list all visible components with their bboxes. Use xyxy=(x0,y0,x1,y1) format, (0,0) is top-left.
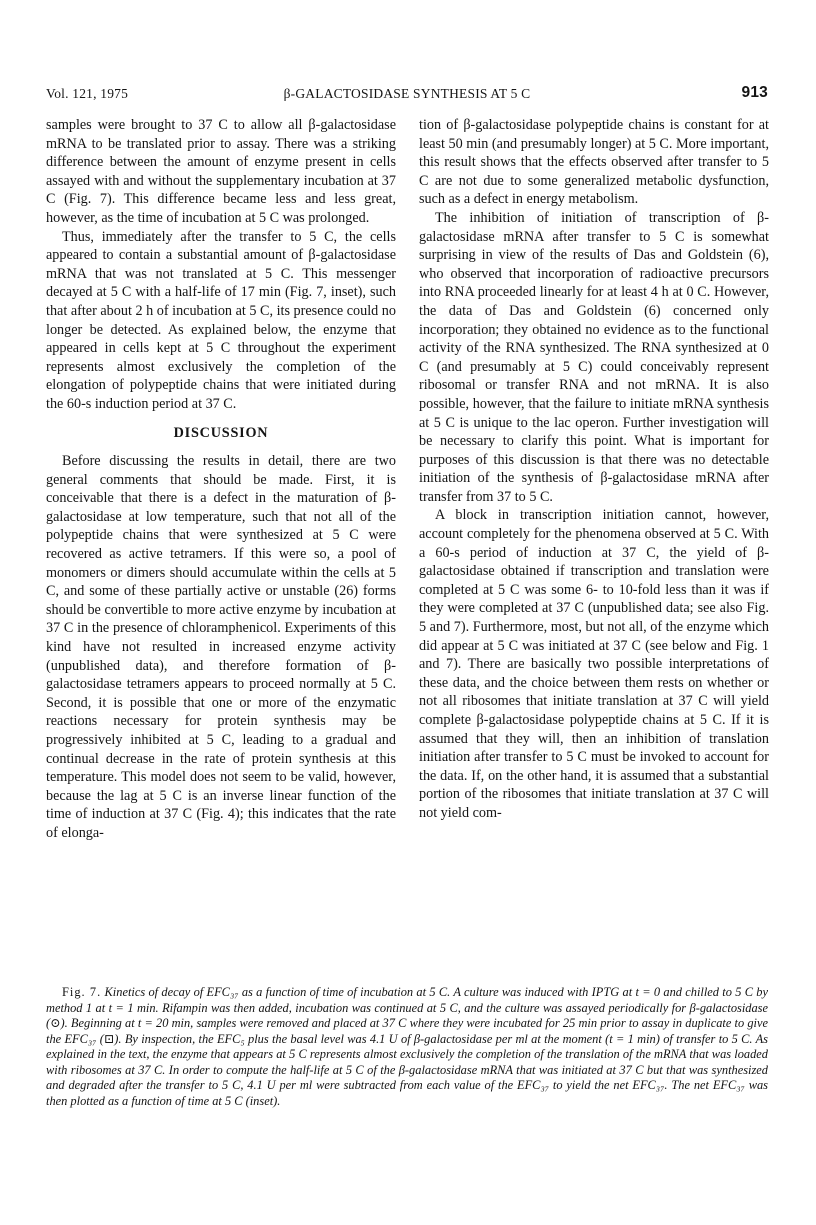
section-heading: DISCUSSION xyxy=(173,424,269,441)
paragraph: A block in transcription initiation cannot, however, account completely for the phenomena observed at 5 C. With a 60-s period of induction at 37 C, the yield of β-galactosidase obtained if transcription and translation were completed at 5 C was some 6- to 10-fold less than it was if they were completed at 37 C (unpublished data; see also Fig. 5 and 7). Furthermore, most, but not all, of the enzyme which did appear at 5 C was initiated at 37 C (see below and Fig. 1 and 7). There are basically two possible interpretations of these data, and the choice between them rests on whether or not all ribosomes that initiate translation at 37 C will yield complete β-galactosidase polypeptide chains at 5 C. If it is assumed that they will, then an inhibition of translation initiation after transfer to 5 C must be invoked to account for the data. If, on the other hand, it is assumed that a substantial portion of the ribosomes that initiate translation at 37 C will not yield com- xyxy=(419,507,769,821)
paragraph: samples were brought to 37 C to allow all β-galactosidase mRNA to be translated prior to assay. There was a striking difference between the amount of enzyme present in cells assayed with and without the supplementary incubation at 37 C (Fig. 7). This difference became less and less great, however, as the time of incubation at 5 C was prolonged. xyxy=(46,117,396,226)
caption-text: Kinetics of decay of EFC₃₇ as a function of time of incubation at 5 C. A culture was induced with IPTG at t = 0 and chilled to 5 C by method 1 at t = 1 min. Rifampin was then added, incubation was continued at 5 C, and the culture was assayed periodically for β-galactosidase (⊙). Beginning at t = 20 min, samples were removed and placed at 37 C where they were incubated for 25 min prior to assay in duplicate to give the EFC₃₇ (⊡). By inspection, the EFC₅ plus the basal level was 4.1 U of β-galactosidase per ml at the moment (t = 1 min) of transfer to 5 C. As explained in the text, the enzyme that appears at 5 C represents almost exclusively the completion of the translation of the mRNA that was loaded with ribosomes at 37 C. In order to compute the half-life at 5 C of the β-galactosidase mRNA that was initiated at 37 C but that was synthesized and degraded after the transfer to 5 C, 4.1 U per ml were subtracted from each value of the EFC₃₇ to yield the net EFC₃₇. The net EFC₃₇ was then plotted as a function of time at 5 C (inset). xyxy=(46,985,768,1108)
running-title: β-GALACTOSIDASE SYNTHESIS AT 5 C xyxy=(283,86,531,101)
right-column xyxy=(419,116,769,823)
paragraph: tion of β-galactosidase polypeptide chains is constant for at least 50 min (and presumably longer) at 5 C. More important, this result shows that the effects observed after transfer to 5 C are not due to some generalized metabolic dysfunction, such as a defect in energy metabolism. xyxy=(419,117,769,208)
figure-caption xyxy=(46,985,768,1109)
paragraph: Before discussing the results in detail, there are two general comments that should be made. First, it is conceivable that there is a defect in the maturation of β-galactosidase at low temperature, such that not all of the polypeptide chains that were synthesized at 5 C were recovered as active tetramers. If this were so, a pool of monomers or dimers should accumulate within the cells at 5 C, and some of these partially active or unstable (26) forms should be convertible to more active enzyme by incubation at 37 C in the presence of chloramphenicol. Experiments of this kind have not resulted in increased enzyme activity (unpublished data), and therefore formation of β-galactosidase tetramers appears to proceed normally at 5 C. Second, it is possible that one or more of the enzymatic reactions necessary for protein synthesis may be progressively inhibited at 5 C, leading to a gradual and continual decrease in the rate of protein synthesis at this temperature. This model does not seem to be valid, however, because the lag at 5 C is an inverse linear function of the time of induction at 37 C (Fig. 4); this indicates that the rate of elonga- xyxy=(46,453,396,841)
paragraph: Thus, immediately after the transfer to 5 C, the cells appeared to contain a substantial amount of β-galactosidase mRNA that was not translated at 5 C. This messenger decayed at 5 C with a half-life of 17 min (Fig. 7, inset), such that after about 2 h of incubation at 5 C, its presence could no longer be detected. As explained below, the enzyme that appeared in cells kept at 5 C throughout the experiment represents almost exclusively the completion of the elongation of polypeptide chains that were initiated during the 60-s induction period at 37 C. xyxy=(46,228,396,412)
page-header xyxy=(46,86,768,106)
figure-label: Fig. 7. xyxy=(62,985,102,999)
page-number: 913 xyxy=(741,84,768,101)
paragraph: The inhibition of initiation of transcription of β-galactosidase mRNA after transfer to 5 C is somewhat surprising in view of the results of Das and Goldstein (6), who observed that incorporation of radioactive precursors into RNA proceeded linearly for at least 4 h at 0 C. However, the data of Das and Goldstein (6) concerned only incorporation; they obtained no evidence as to the functional activity of the RNA synthesized. The RNA synthesized at 0 C (and presumably at 5 C) could conceivably represent ribosomal or transfer RNA and not mRNA. It is also possible, however, that the failure to initiate mRNA synthesis at 5 C is unique to the lac operon. Further investigation will be necessary to clarify this point. What is important for purposes of this discussion is that there was no detectable initiation of the synthesis of β-galactosidase mRNA after transfer from 37 to 5 C. xyxy=(419,209,769,505)
left-column xyxy=(46,116,396,843)
journal-volume: Vol. 121, 1975 xyxy=(46,86,129,101)
